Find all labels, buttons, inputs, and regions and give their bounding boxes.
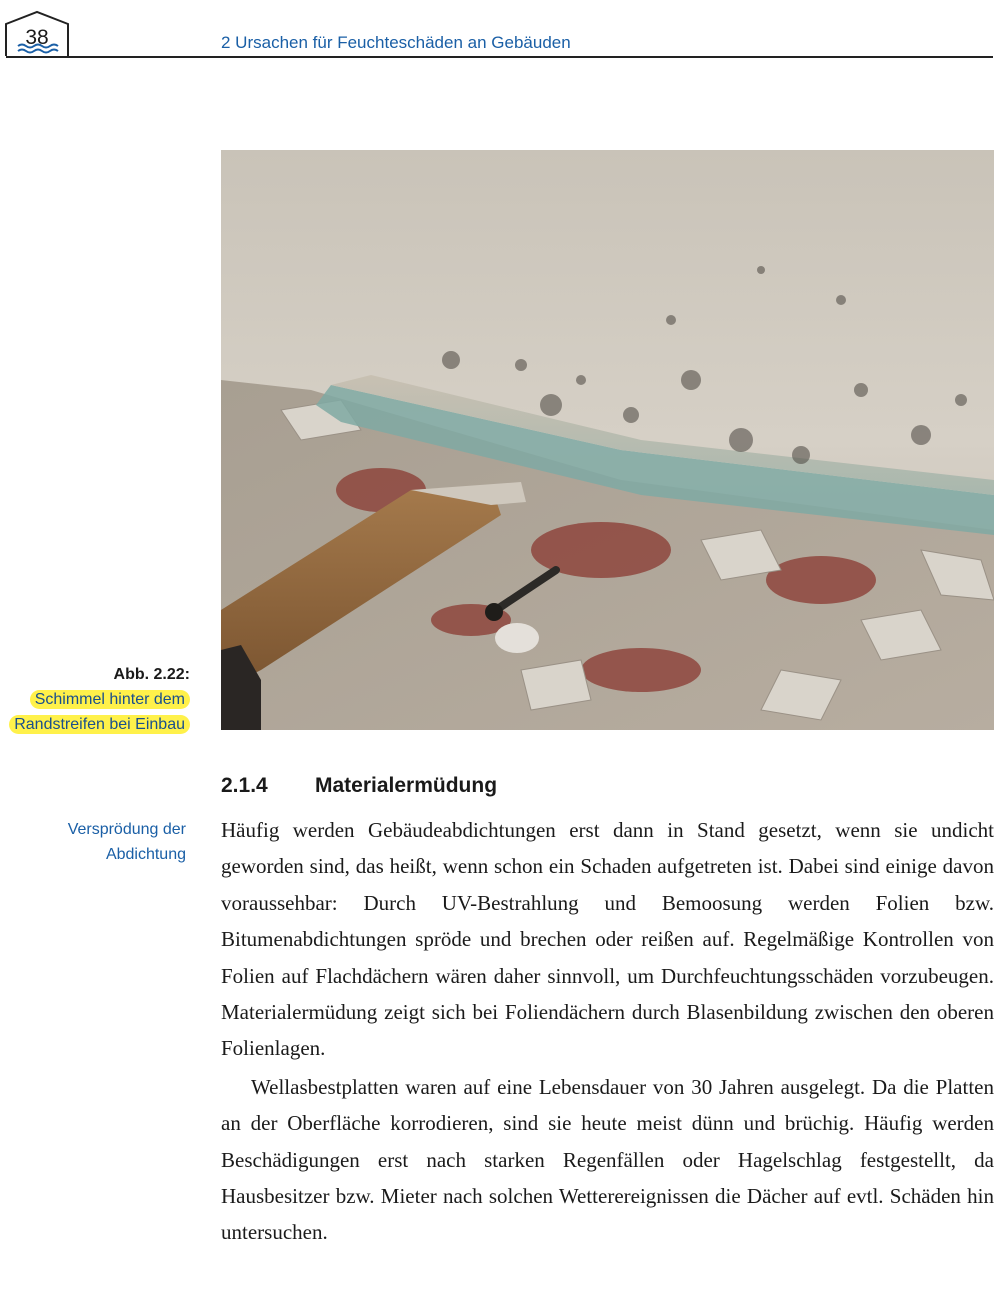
- figure-label: Abb. 2.22:: [113, 666, 190, 683]
- body-text: [221, 812, 994, 1251]
- figure-photo: [221, 150, 994, 730]
- caption-line: Schimmel hinter dem: [30, 690, 190, 709]
- section-number: 2.1.4: [221, 774, 268, 797]
- margin-note-line: Versprödung der: [67, 821, 186, 838]
- figure-caption: [9, 662, 190, 737]
- figure-caption-text: [9, 687, 190, 737]
- section-heading: [221, 774, 497, 798]
- running-header: 2 Ursachen für Feuchteschäden an Gebäuden: [221, 33, 571, 52]
- page-number: 38: [25, 26, 49, 49]
- section-title: Materialermüdung: [315, 774, 498, 797]
- margin-note: [68, 817, 186, 867]
- paragraph: Wellasbestplatten waren auf eine Lebensdauer von 30 Jahren ausgelegt. Da die Platten an der Oberfläche korrodieren, sind sie heute meist dünn und brüchig. Häufig werden Beschädigungen erst nach starken Regenfällen oder Hagelschlag festgestellt, da Hausbesitzer bzw. Mieter nach solchen Wetterereignissen die Dächer auf evtl. Schäden hin untersuchen.: [221, 1074, 994, 1245]
- caption-line: Randstreifen bei Einbau: [9, 715, 190, 734]
- header-divider: [6, 56, 993, 58]
- margin-note-line: Abdichtung: [105, 846, 186, 863]
- paragraph: Häufig werden Gebäudeabdichtungen erst dann in Stand gesetzt, wenn sie undicht geworden sind, das heißt, wenn schon ein Schaden aufgetreten ist. Dabei sind einige davon voraussehbar: Durch UV-Bestrahlung und Bemoosung werden Folien bzw. Bitumenabdichtungen spröde und brechen oder reißen auf. Regelmäßige Kontrollen von Folien auf Flachdächern wären daher sinnvoll, um Durchfeuchtungsschäden vorzubeugen. Materialermüdung zeigt sich bei Foliendächern durch Blasenbildung zwischen den oberen Folienlagen.: [221, 818, 994, 1061]
- page-number-badge: [4, 10, 70, 58]
